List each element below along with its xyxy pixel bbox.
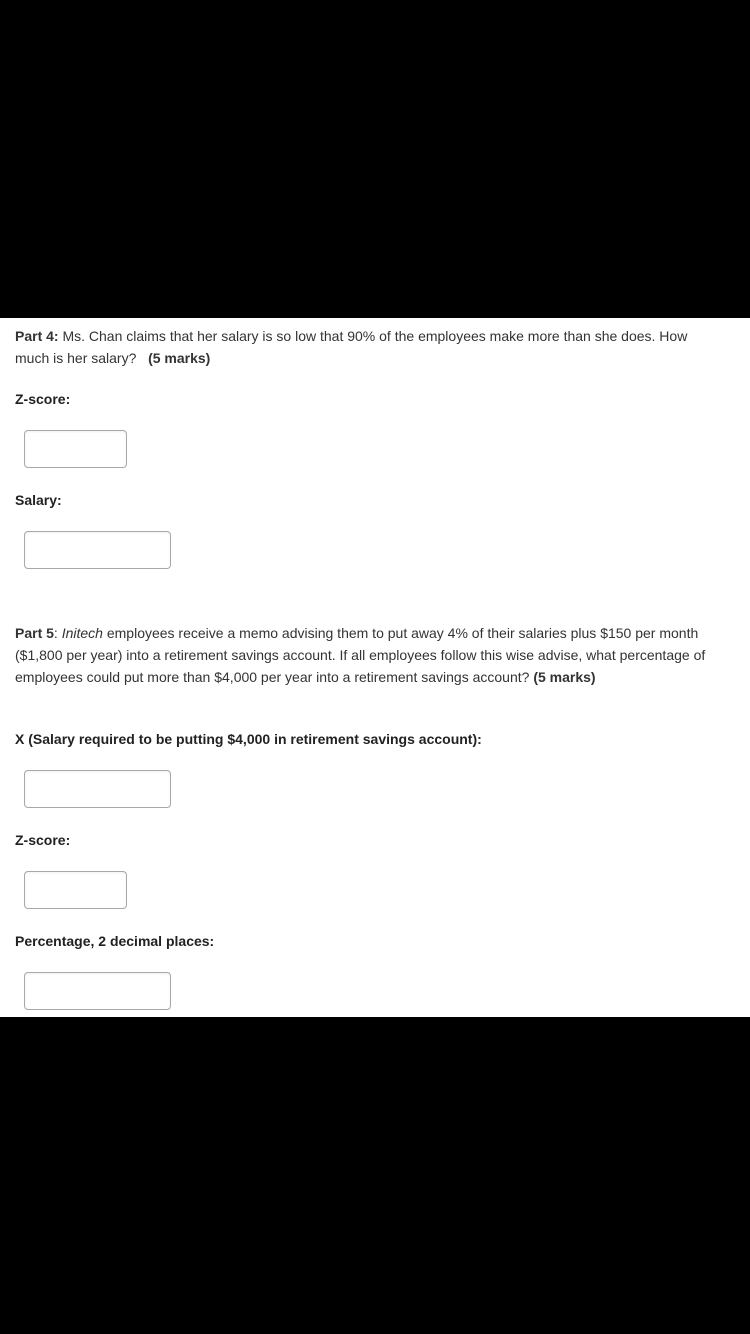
bottom-black-band	[0, 1017, 750, 1334]
part5-question-text: employees receive a memo advising them to put away 4% of their salaries plus $150 per month ($1,800 per year) into a retirement savings account. If all employees follow this wise advise, what percentage of employees could put more than $4,000 per year into a retirement savings account?	[15, 625, 706, 685]
part5-colon: :	[53, 625, 62, 641]
part5-company: Initech	[61, 625, 103, 641]
part4-title: Part 4:	[15, 328, 59, 344]
part4-salary-label: Salary:	[15, 492, 62, 508]
part5-marks: (5 marks)	[533, 669, 596, 685]
part5-title: Part 5	[15, 625, 54, 641]
part4-zscore-label: Z-score:	[15, 391, 71, 407]
part4-question	[15, 325, 720, 369]
part4-question-text: Ms. Chan claims that her salary is so low that 90% of the employees make more than she does. How much is her salary?	[15, 328, 688, 366]
part4-salary-input[interactable]	[24, 531, 171, 569]
question-panel	[0, 318, 750, 1017]
part5-x-input[interactable]	[24, 770, 171, 808]
part5-percentage-label: Percentage, 2 decimal places:	[15, 933, 215, 949]
part5-x-label: X (Salary required to be putting $4,000 in retirement savings account):	[15, 731, 482, 747]
part5-zscore-input[interactable]	[24, 871, 127, 909]
top-black-band	[0, 0, 750, 318]
part4-marks: (5 marks)	[148, 350, 211, 366]
part5-percentage-input[interactable]	[24, 972, 171, 1010]
part5-question	[15, 622, 720, 688]
part4-zscore-input[interactable]	[24, 430, 127, 468]
part5-zscore-label: Z-score:	[15, 832, 71, 848]
